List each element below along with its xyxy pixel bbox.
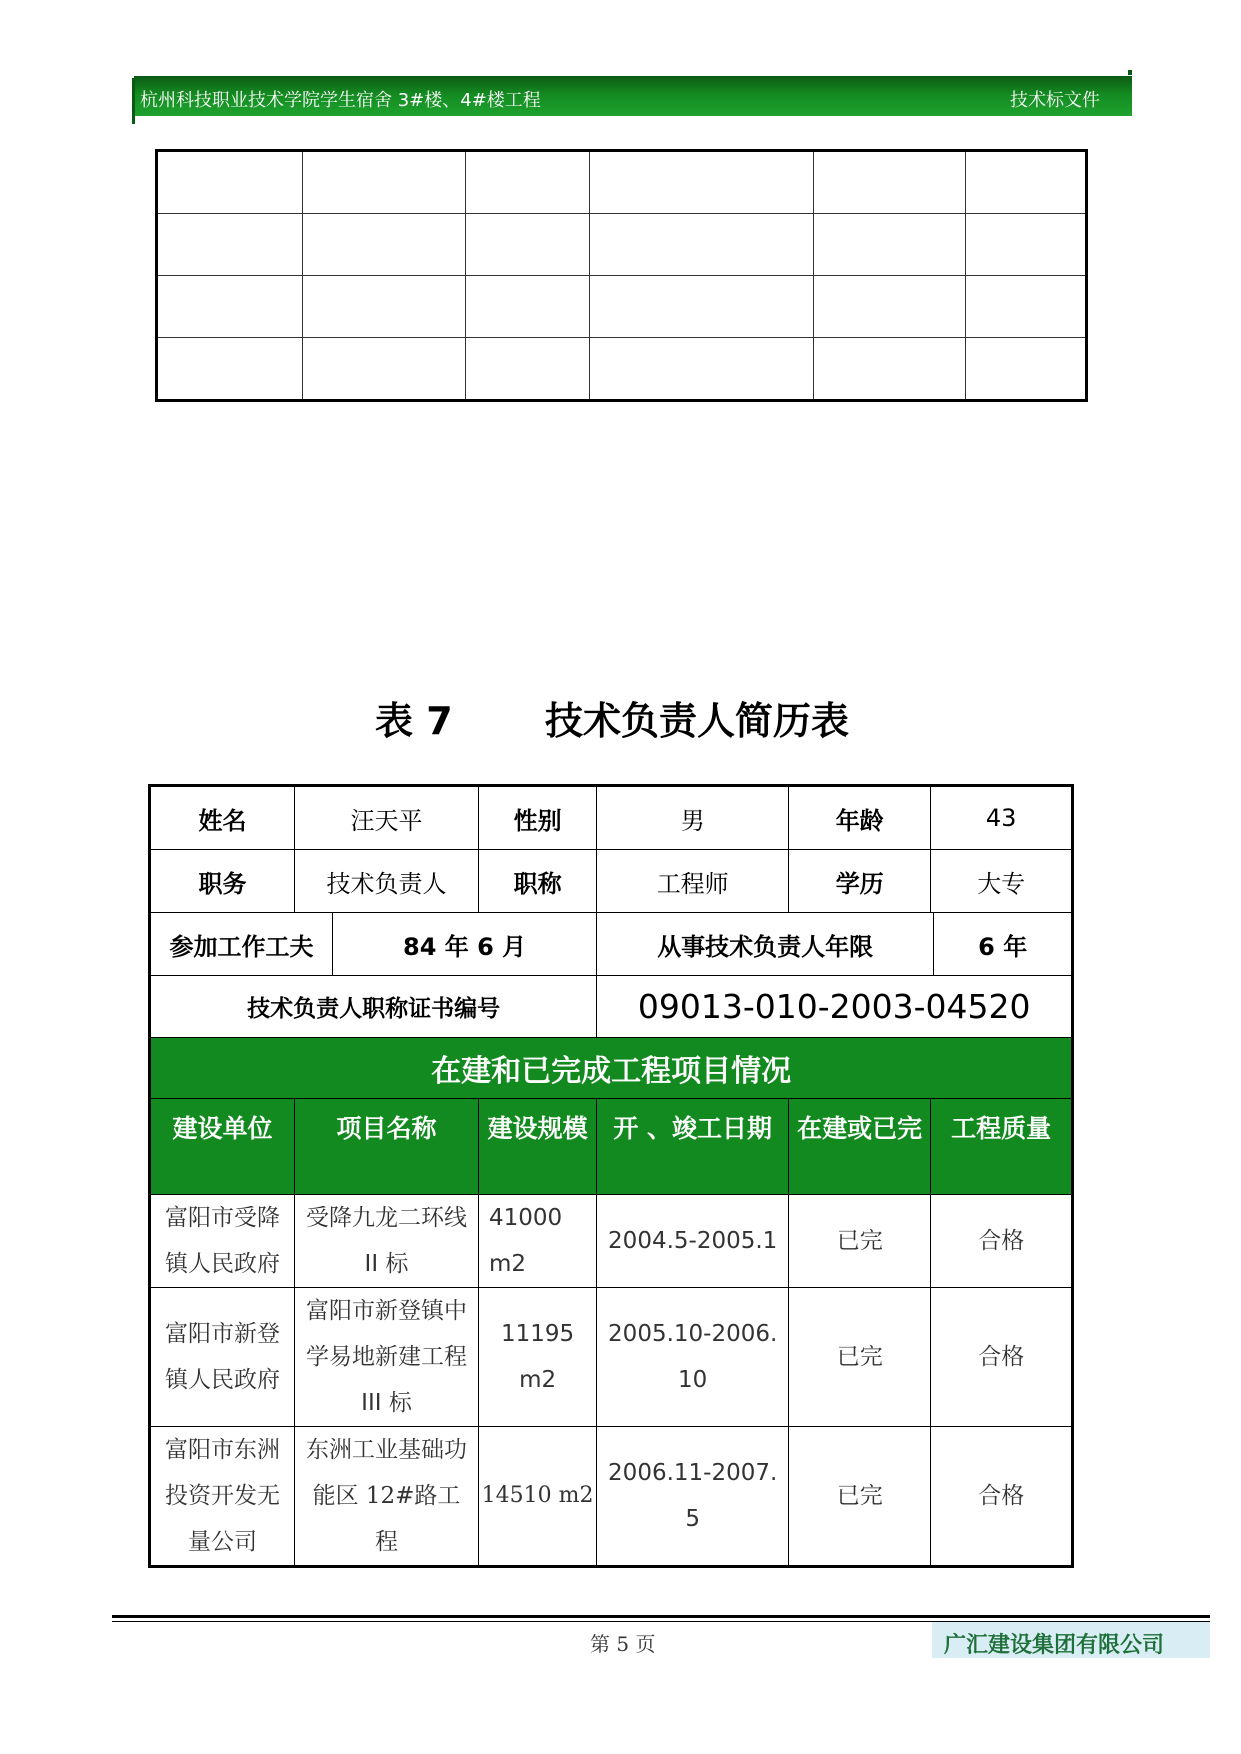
work-start-value: 84 年 6 月 <box>333 913 597 976</box>
table-row <box>157 151 1087 214</box>
project-status: 已完 <box>789 1195 931 1288</box>
gender-label: 性别 <box>479 786 597 850</box>
company-name: 广汇建设集团有限公司 <box>944 1633 1165 1658</box>
years-label: 从事技术负责人年限 <box>597 913 934 976</box>
column-header: 开 、竣工日期 <box>597 1099 789 1195</box>
table-row <box>150 976 1073 1038</box>
project-status: 已完 <box>789 1427 931 1567</box>
table-row <box>150 786 1073 850</box>
header-left-mark <box>132 78 135 124</box>
construction-unit: 富阳市新登镇人民政府 <box>150 1288 295 1427</box>
name-value: 汪天平 <box>295 786 479 850</box>
column-header: 工程质量 <box>931 1099 1073 1195</box>
table-row <box>150 1288 1073 1427</box>
education-label: 学历 <box>789 850 931 913</box>
project-status: 已完 <box>789 1288 931 1427</box>
column-header: 建设单位 <box>150 1099 295 1195</box>
table-number: 表 7 <box>375 699 453 743</box>
project-name: 东洲工业基础功能区 12#路工程 <box>295 1427 479 1567</box>
table-row <box>157 276 1087 338</box>
cert-number: 09013-010-2003-04520 <box>597 976 1073 1038</box>
project-dates: 2005.10-2006.10 <box>597 1288 789 1427</box>
footer-rule <box>112 1615 1210 1618</box>
table-row <box>150 913 1073 976</box>
position-label: 职务 <box>150 850 295 913</box>
work-start-label: 参加工作工夫 <box>150 913 333 976</box>
project-quality: 合格 <box>931 1195 1073 1288</box>
project-dates: 2006.11-2007.5 <box>597 1427 789 1567</box>
gender-value: 男 <box>597 786 789 850</box>
position-value: 技术负责人 <box>295 850 479 913</box>
empty-table <box>155 149 1088 402</box>
column-header: 建设规模 <box>479 1099 597 1195</box>
cert-label: 技术负责人职称证书编号 <box>150 976 597 1038</box>
project-name: 富阳市新登镇中学易地新建工程 III 标 <box>295 1288 479 1427</box>
title-value: 工程师 <box>597 850 789 913</box>
name-label: 姓名 <box>150 786 295 850</box>
table-header-row <box>150 1099 1073 1195</box>
construction-unit: 富阳市受降镇人民政府 <box>150 1195 295 1288</box>
project-quality: 合格 <box>931 1288 1073 1427</box>
construction-unit: 富阳市东洲投资开发无量公司 <box>150 1427 295 1567</box>
project-name: 受降九龙二环线 II 标 <box>295 1195 479 1288</box>
title-label: 职称 <box>479 850 597 913</box>
years-value: 6 年 <box>934 913 1073 976</box>
column-header: 项目名称 <box>295 1099 479 1195</box>
table-row <box>150 850 1073 913</box>
section-title: 在建和已完成工程项目情况 <box>150 1038 1073 1099</box>
table-row <box>157 338 1087 401</box>
education-value: 大专 <box>931 850 1073 913</box>
header-project-title: 杭州科技职业技术学院学生宿舍 3#楼、4#楼工程 <box>140 90 541 111</box>
table-row <box>150 1195 1073 1288</box>
project-scale: 41000 m2 <box>479 1195 597 1288</box>
page-title: 技术负责人简历表 <box>545 699 850 743</box>
table-row <box>150 1427 1073 1567</box>
project-dates: 2004.5-2005.1 <box>597 1195 789 1288</box>
table-row <box>150 1038 1073 1099</box>
resume-table <box>148 784 1074 1568</box>
header-doc-type: 技术标文件 <box>1010 90 1100 111</box>
age-label: 年龄 <box>789 786 931 850</box>
table-row <box>157 214 1087 276</box>
page-number: 第 5 页 <box>590 1632 656 1656</box>
project-quality: 合格 <box>931 1427 1073 1567</box>
age-value: 43 <box>931 786 1073 850</box>
header-right-mark <box>1128 70 1132 75</box>
project-scale: 11195 m2 <box>479 1288 597 1427</box>
project-scale: 14510 m2 <box>479 1427 597 1567</box>
column-header: 在建或已完 <box>789 1099 931 1195</box>
